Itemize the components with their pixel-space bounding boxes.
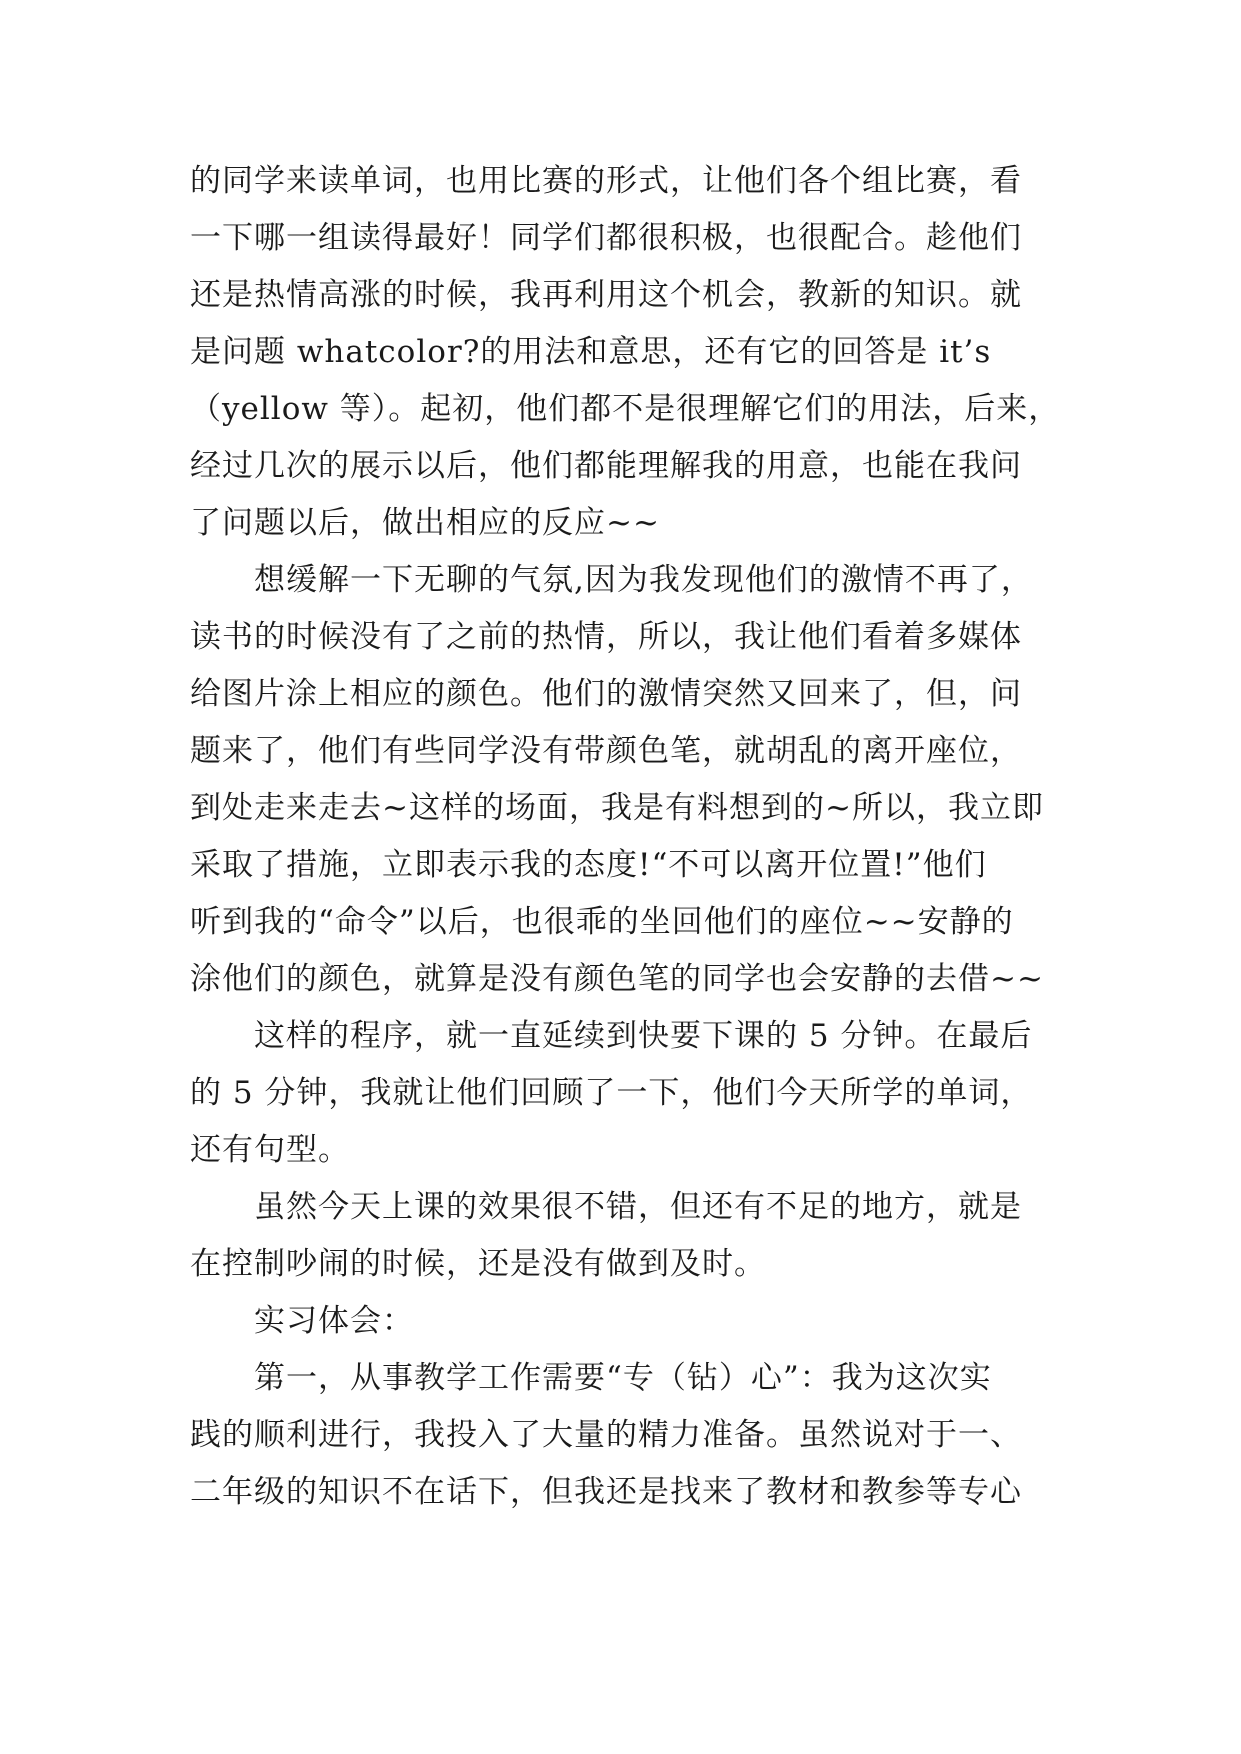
text-line: 到处走来走去~这样的场面，我是有料想到的~所以，我立即: [190, 790, 1044, 826]
paragraph-start-line: 虽然今天上课的效果很不错，但还有不足的地方，就是: [254, 1189, 1022, 1225]
text-line: 二年级的知识不在话下，但我还是找来了教材和教参等专心: [190, 1474, 1022, 1510]
text-line: 还是热情高涨的时候，我再利用这个机会，教新的知识。就: [190, 277, 1022, 313]
text-line: 经过几次的展示以后，他们都能理解我的用意，也能在我问: [190, 448, 1022, 484]
text-line: （yellow 等）。起初，他们都不是很理解它们的用法，后来，: [190, 391, 1061, 427]
section-heading: 实习体会：: [254, 1303, 414, 1339]
text-line: 采取了措施，立即表示我的态度!“不可以离开位置!”他们: [190, 847, 987, 883]
text-line: 在控制吵闹的时候，还是没有做到及时。: [190, 1246, 766, 1282]
text-line: 一下哪一组读得最好！同学们都很积极，也很配合。趁他们: [190, 220, 1022, 256]
text-line: 给图片涂上相应的颜色。他们的激情突然又回来了，但，问: [190, 676, 1022, 712]
paragraph-start-line: 想缓解一下无聊的气氛,因为我发现他们的激情不再了，: [254, 562, 1033, 598]
text-line: 读书的时候没有了之前的热情，所以，我让他们看着多媒体: [190, 619, 1022, 655]
text-line: 是问题 whatcolor?的用法和意思，还有它的回答是 it’s: [190, 334, 992, 370]
text-line: 涂他们的颜色，就算是没有颜色笔的同学也会安静的去借~~: [190, 961, 1044, 997]
paragraph-start-line: 第一，从事教学工作需要“专（钻）心”：我为这次实: [254, 1360, 992, 1396]
text-line: 的 5 分钟，我就让他们回顾了一下，他们今天所学的单词，: [190, 1075, 1033, 1111]
text-line: 听到我的“命令”以后，也很乖的坐回他们的座位~~安静的: [190, 904, 1014, 940]
paragraph-start-line: 这样的程序，就一直延续到快要下课的 5 分钟。在最后: [254, 1018, 1033, 1054]
text-line: 题来了，他们有些同学没有带颜色笔，就胡乱的离开座位，: [190, 733, 1022, 769]
text-line: 还有句型。: [190, 1132, 350, 1168]
text-line: 的同学来读单词，也用比赛的形式，让他们各个组比赛，看: [190, 163, 1022, 199]
text-line: 践的顺利进行，我投入了大量的精力准备。虽然说对于一、: [190, 1417, 1022, 1453]
text-line: 了问题以后，做出相应的反应~~: [190, 505, 660, 541]
